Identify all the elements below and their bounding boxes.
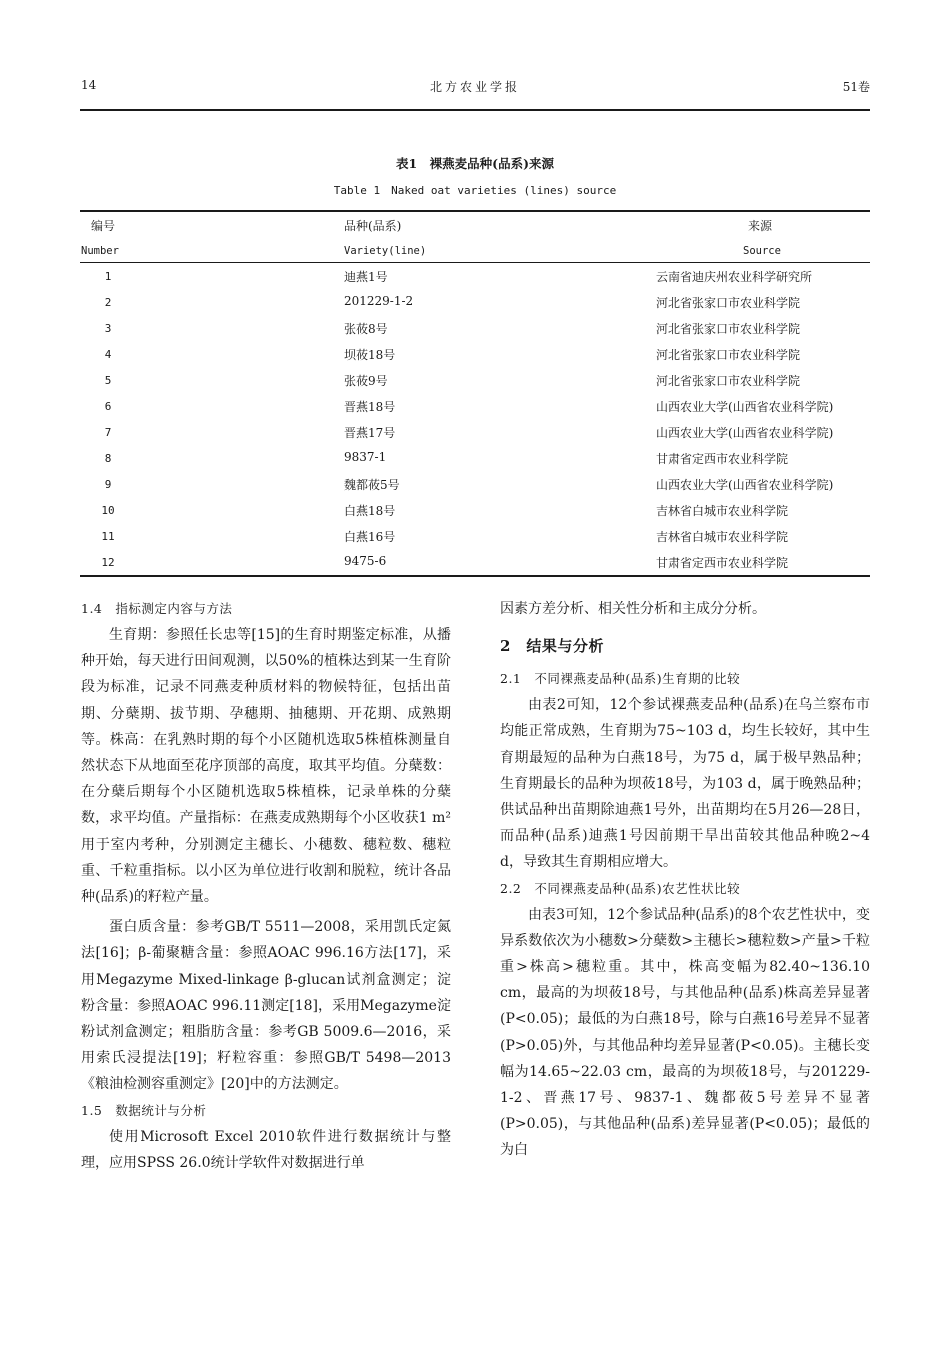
paragraph-growth-comparison: 由表2可知，12个参试裸燕麦品种(品系)在乌兰察布市均能正常成熟，生育期为75~103 d，均生长较好，其中生育期最短的品种为白燕18号，为75 d，属于极早熟品种；生育期最长的品种为坝莜18号，为103 d，属于晚熟品种；供试品种出苗期除迪燕1号外，出苗期均在5月26—28日，而品种(品系)迪燕1号因前期干旱出苗较其他品种晚2~4 d，导致其生育期相应增大。 bbox=[500, 697, 870, 871]
cell-number: 3 bbox=[104, 322, 112, 335]
cell-variety: 晋燕18号 bbox=[344, 400, 396, 414]
cell-number: 1 bbox=[104, 270, 112, 283]
header-number-cn: 编号 bbox=[91, 219, 116, 233]
table-row bbox=[80, 497, 870, 523]
table-row bbox=[80, 419, 870, 445]
cell-number: 10 bbox=[101, 504, 115, 517]
cell-source: 河北省张家口市农业科学院 bbox=[656, 322, 801, 336]
cell-source: 山西农业大学(山西省农业科学院) bbox=[656, 426, 834, 440]
cell-variety: 9837-1 bbox=[344, 450, 387, 464]
cell-number: 5 bbox=[104, 374, 112, 387]
cell-source: 山西农业大学(山西省农业科学院) bbox=[656, 478, 834, 492]
cell-number: 4 bbox=[104, 348, 112, 361]
table-bottom-rule bbox=[80, 575, 870, 577]
header-source-en: Source bbox=[743, 245, 781, 257]
cell-variety: 白燕18号 bbox=[344, 504, 396, 518]
cell-source: 河北省张家口市农业科学院 bbox=[656, 348, 801, 362]
header-variety-cn: 品种(品系) bbox=[344, 219, 402, 233]
page-number: 14 bbox=[81, 78, 97, 92]
cell-variety: 张莜9号 bbox=[344, 374, 388, 388]
cell-number: 8 bbox=[104, 452, 112, 465]
header-rule bbox=[80, 109, 870, 111]
table-row bbox=[80, 367, 870, 393]
cell-variety: 迪燕1号 bbox=[344, 270, 388, 284]
paragraph-growth-period: 生育期：参照任长忠等[15]的生育时期鉴定标准，从播种开始，每天进行田间观测，以50%的植株达到某一生育阶段为标准，记录不同燕麦种质材料的物候特征，包括出苗期、分蘖期、拔节期、孕穗期、抽穗期、开花期、成熟期等。株高：在乳熟时期的每个小区随机选取5株植株测量自然状态下从地面至花序顶部的高度，取其平均值。分蘖数：在分蘖后期每个小区随机选取5株植株，记录单株的分蘖数，求平均值。产量指标：在燕麦成熟期每个小区收获1 m²用于室内考种，分别测定主穗长、小穗数、穗粒数、穗粒重、千粒重指标。以小区为单位进行收割和脱粒，统计各品种(品系)的籽粒产量。 bbox=[81, 627, 451, 906]
left-column bbox=[81, 596, 451, 1176]
cell-source: 甘肃省定西市农业科学院 bbox=[656, 452, 789, 466]
paragraph-statistics: 使用Microsoft Excel 2010软件进行数据统计与整理，应用SPSS 26.0统计学软件对数据进行单 bbox=[81, 1128, 451, 1171]
cell-number: 6 bbox=[104, 400, 112, 413]
table-row bbox=[80, 315, 870, 341]
header-variety-en: Variety(line) bbox=[344, 245, 427, 257]
journal-title: 北方农业学报 bbox=[429, 80, 520, 94]
cell-number: 2 bbox=[104, 296, 112, 309]
section-heading-2-2: 2.2 不同裸燕麦品种(品系)农艺性状比较 bbox=[500, 880, 741, 896]
table-caption-en: Table 1 Naked oat varieties (lines) source bbox=[333, 184, 617, 197]
cell-source: 吉林省白城市农业科学院 bbox=[656, 504, 789, 518]
table-row bbox=[80, 549, 870, 575]
cell-number: 7 bbox=[104, 426, 112, 439]
cell-number: 12 bbox=[101, 556, 115, 569]
right-column bbox=[500, 596, 870, 1164]
header-source-cn: 来源 bbox=[748, 219, 773, 233]
cell-variety: 魏都莜5号 bbox=[344, 478, 400, 492]
table-row bbox=[80, 289, 870, 315]
section-heading-1-4: 1.4 指标测定内容与方法 bbox=[81, 601, 233, 616]
paragraph-agronomic-traits: 由表3可知，12个参试品种(品系)的8个农艺性状中，变异系数依次为小穗数>分蘖数>主穗长>穗粒数>产量>千粒重>株高>穗粒重。其中，株高变幅为82.40~136.10 cm，最高的为坝莜18号，与其他品种(品系)株高差异显著(P<0.05)；最低的为白燕18号，除与白燕16号差异不显著(P>0.05)外，与其他品种均差异显著(P<0.05)。主穗长变幅为14.65~22.03 cm，最高的为坝莜18号，与201229-1-2、晋燕17号、9837-1、魏都莜5号差异不显著(P>0.05)，与其他品种(品系)差异显著(P<0.05)；最低的为白 bbox=[500, 906, 870, 1159]
section-heading-1-5: 1.5 数据统计与分析 bbox=[81, 1102, 207, 1118]
paragraph-continued: 因素方差分析、相关性分析和主成分分析。 bbox=[500, 601, 766, 617]
cell-source: 甘肃省定西市农业科学院 bbox=[656, 556, 789, 570]
table-body bbox=[80, 263, 870, 575]
table-row bbox=[80, 523, 870, 549]
section-heading-2: 2 结果与分析 bbox=[500, 637, 604, 656]
cell-variety: 9475-6 bbox=[344, 554, 387, 568]
table-row bbox=[80, 341, 870, 367]
table-row bbox=[80, 445, 870, 471]
cell-variety: 坝莜18号 bbox=[344, 348, 396, 362]
cell-source: 河北省张家口市农业科学院 bbox=[656, 296, 801, 310]
cell-source: 吉林省白城市农业科学院 bbox=[656, 530, 789, 544]
cell-source: 云南省迪庆州农业科学研究所 bbox=[656, 270, 813, 284]
cell-source: 山西农业大学(山西省农业科学院) bbox=[656, 400, 834, 414]
cell-variety: 201229-1-2 bbox=[344, 294, 414, 308]
volume-label: 51卷 bbox=[842, 80, 870, 94]
cell-variety: 白燕16号 bbox=[344, 530, 396, 544]
table-row bbox=[80, 263, 870, 289]
cell-source: 河北省张家口市农业科学院 bbox=[656, 374, 801, 388]
paragraph-quality-methods: 蛋白质含量：参考GB/T 5511—2008，采用凯氏定氮法[16]；β-葡聚糖含量：参照AOAC 996.16方法[17]，采用Megazyme Mixed-linkage β-glucan试剂盒测定；淀粉含量：参照AOAC 996.11测定[18]，采用Megazyme淀粉试剂盒测定；粗脂肪含量：参考GB 5009.6—2016，采用索氏浸提法[19]；籽粒容重：参照GB/T 5498—2013《粮油检测容重测定》[20]中的方法测定。 bbox=[81, 919, 451, 1093]
cell-number: 11 bbox=[101, 530, 115, 543]
cell-variety: 晋燕17号 bbox=[344, 426, 396, 440]
table-row bbox=[80, 393, 870, 419]
header-number-en: Number bbox=[81, 245, 119, 257]
section-heading-2-1: 2.1 不同裸燕麦品种(品系)生育期的比较 bbox=[500, 671, 741, 687]
cell-variety: 张莜8号 bbox=[344, 322, 388, 336]
table-caption-cn: 表1 裸燕麦品种(品系)来源 bbox=[395, 156, 555, 171]
table-row bbox=[80, 471, 870, 497]
table-top-rule bbox=[80, 210, 870, 212]
cell-number: 9 bbox=[104, 478, 112, 491]
